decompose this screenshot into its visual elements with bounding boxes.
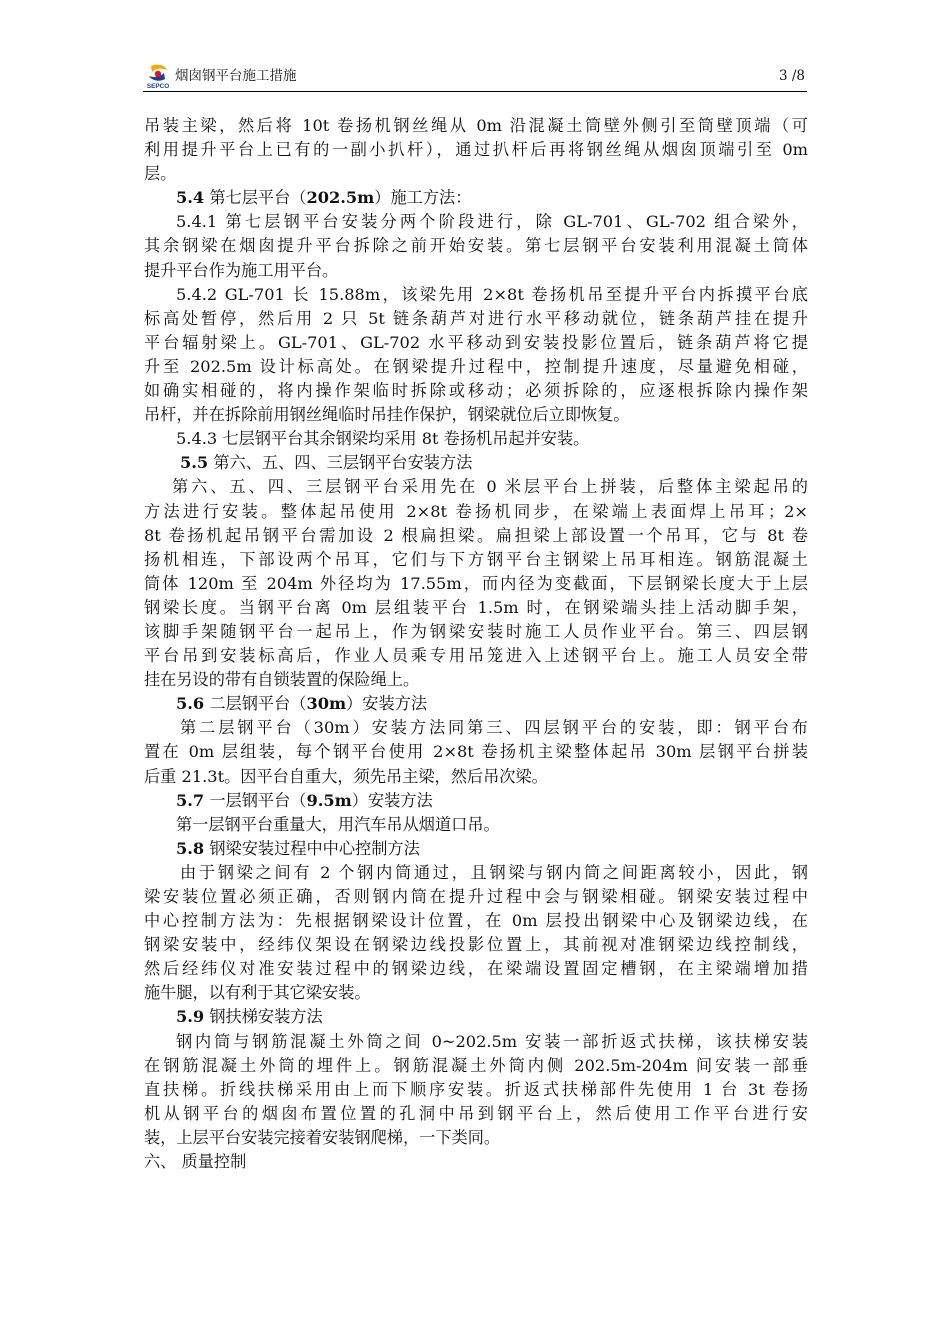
logo-text: SEPCO (146, 83, 170, 90)
paragraph-line: 钢梁安装中，经纬仪架设在钢梁边线投影位置上，其前视对准钢梁边线控制线， (144, 935, 808, 955)
paragraph-line: 层。 (144, 164, 177, 184)
paragraph-line: 该脚手架随钢平台一起吊上，作为钢梁安装时施工人员作业平台。第三、四层钢 (144, 621, 808, 641)
paragraph-line: 直扶梯。折线扶梯采用由上而下顺序安装。折返式扶梯部件先使用 1 台 3t 卷扬 (144, 1079, 808, 1099)
paragraph-line: 5.4.2 GL-701 长 15.88m，该梁先用 2×8t 卷扬机吊至提升平台内拆摸平台底 (176, 284, 808, 304)
paragraph-line: 钢梁长度。当钢平台离 0m 层组装平台 1.5m 时，在钢梁端头挂上活动脚手架， (144, 597, 808, 617)
paragraph-line: 标高处暂停，然后用 2 只 5t 链条葫芦对进行水平移动就位，链条葫芦挂在提升 (144, 308, 808, 328)
paragraph-line: 第二层钢平台（30m）安装方法同第三、四层钢平台的安装，即：钢平台布 (180, 718, 808, 738)
document-body (144, 114, 808, 1174)
paragraph-line: 5.4.3 七层钢平台其余钢梁均采用 8t 卷扬机吊起并安装。 (176, 429, 590, 449)
paragraph-line: 筒体 120m 至 204m 外径均为 17.55m，而内径为变截面，下层钢梁长度大于上层 (144, 573, 808, 593)
section-number: 5.8 (176, 838, 205, 858)
header-rule (143, 91, 807, 92)
paragraph-line: 装，上层平台安装完接着安装钢爬梯，一下类同。 (144, 1127, 501, 1147)
section-heading-value: 9.5m (306, 790, 352, 810)
section-number: 5.9 (176, 1007, 205, 1027)
section-number: 5.5 (180, 453, 209, 473)
paragraph-line: 吊装主梁，然后将 10t 卷扬机钢丝绳从 0m 沿混凝土筒壁外侧引至筒壁顶端（可 (144, 116, 808, 135)
sepco-logo-icon (143, 62, 173, 90)
section-heading-text: ）安装方法 (346, 694, 428, 714)
section-heading-text: 第六、五、四、三层钢平台安装方法 (208, 453, 473, 473)
section-heading-5-6 (144, 692, 808, 716)
section-heading-value: 30m (306, 694, 347, 714)
paragraph-line: 吊杆，并在拆除前用钢丝绳临时吊挂作保护，钢梁就位后立即恢复。 (144, 405, 630, 425)
chapter-heading-6: 六、 质量控制 (144, 1152, 247, 1172)
paragraph-line: 其余钢梁在烟囱提升平台拆除之前开始安装。第七层钢平台安装利用混凝土筒体 (144, 236, 808, 256)
paragraph-line: 挂在另设的带有自锁装置的保险绳上。 (144, 670, 420, 690)
document-title: 烟囱钢平台施工措施 (175, 68, 297, 84)
section-number: 5.6 (176, 694, 205, 714)
section-number: 5.4 (176, 188, 205, 208)
section-heading-5-9 (144, 1005, 808, 1029)
paragraph-line: 中心控制方法为：先根据钢梁设计位置，在 0m 层投出钢梁中心及钢梁边线，在 (144, 911, 808, 931)
section-heading-text: 钢扶梯安装方法 (204, 1007, 323, 1027)
paragraph-line: 如确实相碰的，将内操作架临时拆除或移动；必须拆除的，应逐根拆除内操作架 (144, 381, 808, 401)
section-heading-text: ）安装方法 (351, 790, 433, 810)
section-heading-5-8 (144, 837, 808, 861)
paragraph-line: 置在 0m 层组装，每个钢平台使用 2×8t 卷扬机主梁整体起吊 30m 层钢平台拼装 (144, 742, 808, 762)
paragraph-line: 提升平台作为施工用平台。 (144, 260, 339, 280)
paragraph-line: 平台辐射梁上。GL-701、GL-702 水平移动到安装投影位置后，链条葫芦将它提 (144, 332, 808, 352)
page-header (143, 62, 807, 92)
paragraph-line: 升至 202.5m 设计标高处。在钢梁提升过程中，控制提升速度，尽量避免相碰， (144, 356, 808, 376)
paragraph-line: 5.4.1 第七层钢平台安装分两个阶段进行，除 GL-701、GL-702 组合梁外， (176, 212, 808, 232)
paragraph-line: 第六、五、四、三层钢平台采用先在 0 米层平台上拼装，后整体主梁起吊的 (172, 477, 808, 497)
section-heading-text: ）施工方法： (374, 188, 472, 208)
section-number: 5.7 (176, 790, 205, 810)
section-heading-value: 202.5m (306, 188, 375, 208)
section-heading-5-4 (144, 186, 808, 210)
page-number: 3 /8 (778, 68, 805, 84)
section-heading-text: 钢梁安装过程中中心控制方法 (204, 838, 420, 858)
section-heading-text: 第七层平台（ (204, 188, 307, 208)
paragraph-line: 由于钢梁之间有 2 个钢内筒通过，且钢梁与钢内筒之间距离较小，因此，钢 (180, 862, 808, 882)
paragraph-line: 利用提升平台上已有的一副小扒杆），通过扒杆后再将钢丝绳从烟囱顶端引至 0m (144, 140, 808, 160)
paragraph-line: 扬机相连，下部设两个吊耳，它们与下方钢平台主钢梁上吊耳相连。钢筋混凝土 (144, 549, 808, 569)
section-heading-5-7 (144, 789, 808, 813)
paragraph-line: 然后经纬仪对准安装过程中的钢梁边线，在梁端设置固定槽钢，在主梁端增加措 (144, 959, 808, 979)
paragraph-line: 第一层钢平台重量大，用汽车吊从烟道口吊。 (176, 814, 500, 834)
paragraph-line: 平台吊到安装标高后，作业人员乘专用吊笼进入上述钢平台上。施工人员安全带 (144, 646, 808, 666)
paragraph-line: 方法进行安装。整体起吊使用 2×8t 卷扬机同步，在梁端上表面焊上吊耳；2× (144, 501, 808, 521)
paragraph-line: 机从钢平台的烟囱布置位置的孔洞中吊到钢平台上，然后使用工作平台进行安 (144, 1103, 808, 1123)
section-heading-5-5 (144, 451, 808, 475)
paragraph-line: 后重 21.3t。因平台自重大，须先吊主梁，然后吊次梁。 (144, 766, 548, 786)
paragraph-line: 施牛腿，以有利于其它梁安装。 (144, 983, 371, 1003)
paragraph-line: 钢内筒与钢筋混凝土外筒之间 0~202.5m 安装一部折返式扶梯，该扶梯安装 (176, 1031, 808, 1051)
section-heading-text: 二层钢平台（ (204, 694, 307, 714)
paragraph-line: 8t 卷扬机起吊钢平台需加设 2 根扁担梁。扁担梁上部设置一个吊耳，它与 8t 卷 (144, 525, 808, 545)
paragraph-line: 梁安装位置必须正确，否则钢内筒在提升过程中会与钢梁相碰。钢梁安装过程中 (144, 887, 808, 906)
paragraph-line: 在钢筋混凝土外筒的埋件上。钢筋混凝土外筒内侧 202.5m-204m 间安装一部垂 (144, 1055, 808, 1075)
section-heading-text: 一层钢平台（ (204, 790, 307, 810)
